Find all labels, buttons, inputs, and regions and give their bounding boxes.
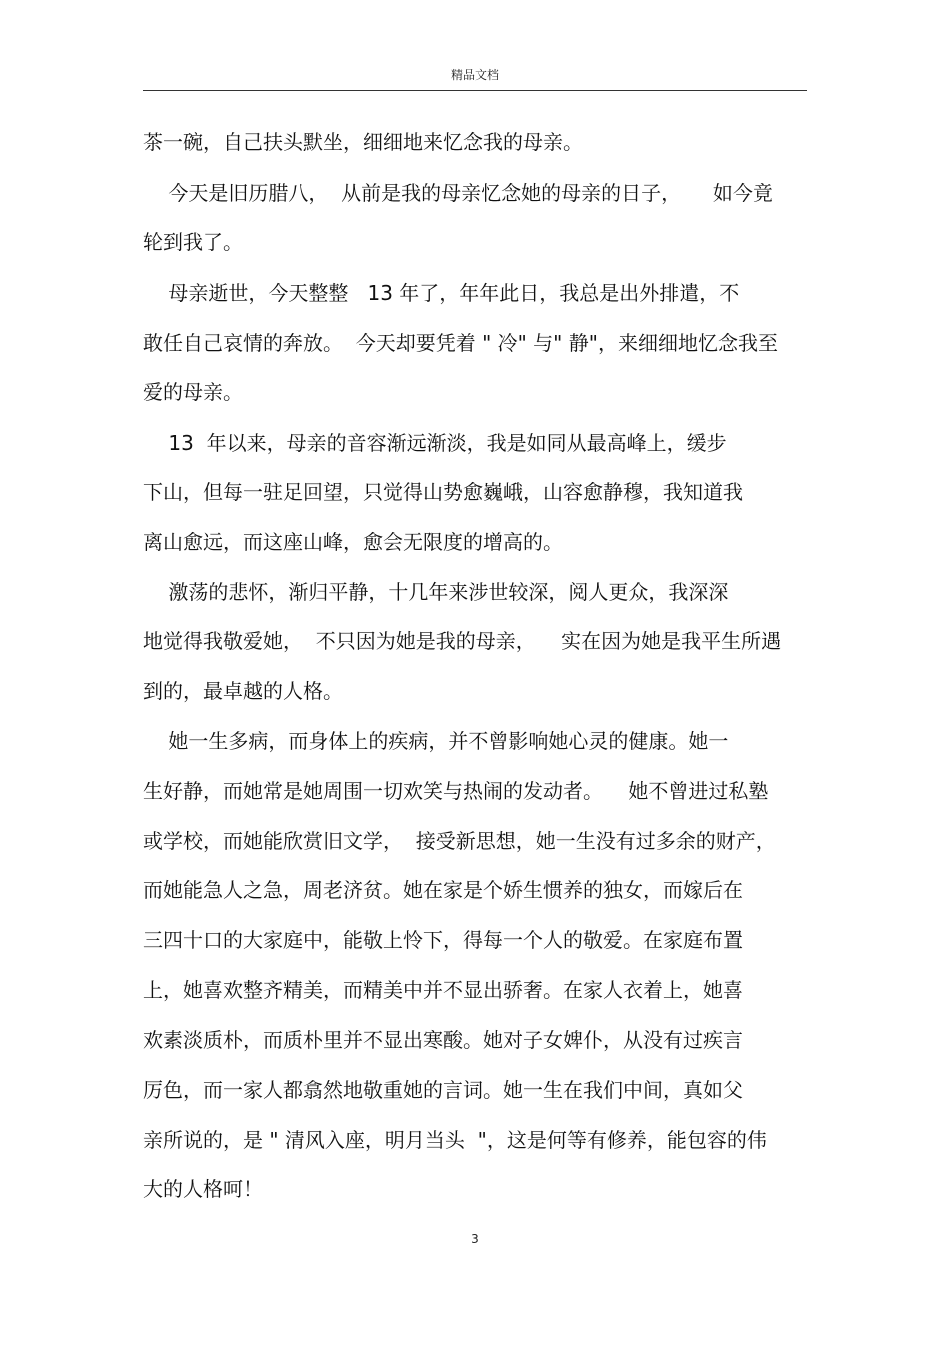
text-line: 敢任自己哀情的奔放。 今天却要凭着 " 冷" 与" 静"，来细细地忆念我至: [143, 331, 778, 355]
text-line: 三四十口的大家庭中，能敬上怜下，得每一个人的敬爱。在家庭布置: [143, 928, 743, 952]
text-line: 厉色，而一家人都翕然地敬重她的言词。她一生在我们中间，真如父: [143, 1078, 743, 1102]
text-line: 今天是旧历腊八， 从前是我的母亲忆念她的母亲的日子， 如今竟: [143, 181, 773, 205]
text-line: 而她能急人之急，周老济贫。她在家是个娇生惯养的独女，而嫁后在: [143, 878, 743, 902]
text-line: 欢素淡质朴，而质朴里并不显出寒酸。她对子女婢仆，从没有过疾言: [143, 1028, 743, 1052]
text-line: 13 年以来，母亲的音容渐远渐淡，我是如同从最高峰上，缓步: [143, 431, 727, 455]
text-line: 下山，但每一驻足回望，只觉得山势愈巍峨，山容愈静穆，我知道我: [143, 480, 743, 504]
page-number: 3: [471, 1232, 479, 1246]
text-line: 母亲逝世，今天整整 13 年了，年年此日，我总是出外排遣，不: [143, 281, 740, 305]
text-line: 轮到我了。: [143, 230, 243, 254]
text-line: 离山愈远，而这座山峰，愈会无限度的增高的。: [143, 530, 563, 554]
text-line: 亲所说的，是 " 清风入座，明月当头 "，这是何等有修养，能包容的伟: [143, 1128, 767, 1152]
text-line: 或学校，而她能欣赏旧文学， 接受新思想，她一生没有过多余的财产，: [143, 829, 776, 853]
text-line: 到的，最卓越的人格。: [143, 679, 343, 703]
text-line: 生好静，而她常是她周围一切欢笑与热闹的发动者。 她不曾进过私塾: [143, 779, 769, 803]
text-line: 地觉得我敬爱她， 不只因为她是我的母亲， 实在因为她是我平生所遇: [143, 629, 782, 653]
text-line: 上，她喜欢整齐精美，而精美中并不显出骄奢。在家人衣着上，她喜: [143, 978, 743, 1002]
text-line: 她一生多病，而身体上的疾病，并不曾影响她心灵的健康。她一: [143, 729, 729, 753]
text-line: 激荡的悲怀，渐归平静，十几年来涉世较深，阅人更众，我深深: [143, 580, 729, 604]
page-header: 精品文档: [450, 68, 499, 82]
header-divider: [143, 90, 807, 91]
text-line: 茶一碗，自己扶头默坐，细细地来忆念我的母亲。: [143, 130, 583, 154]
text-line: 爱的母亲。: [143, 380, 243, 404]
text-line: 大的人格呵！: [143, 1177, 263, 1201]
